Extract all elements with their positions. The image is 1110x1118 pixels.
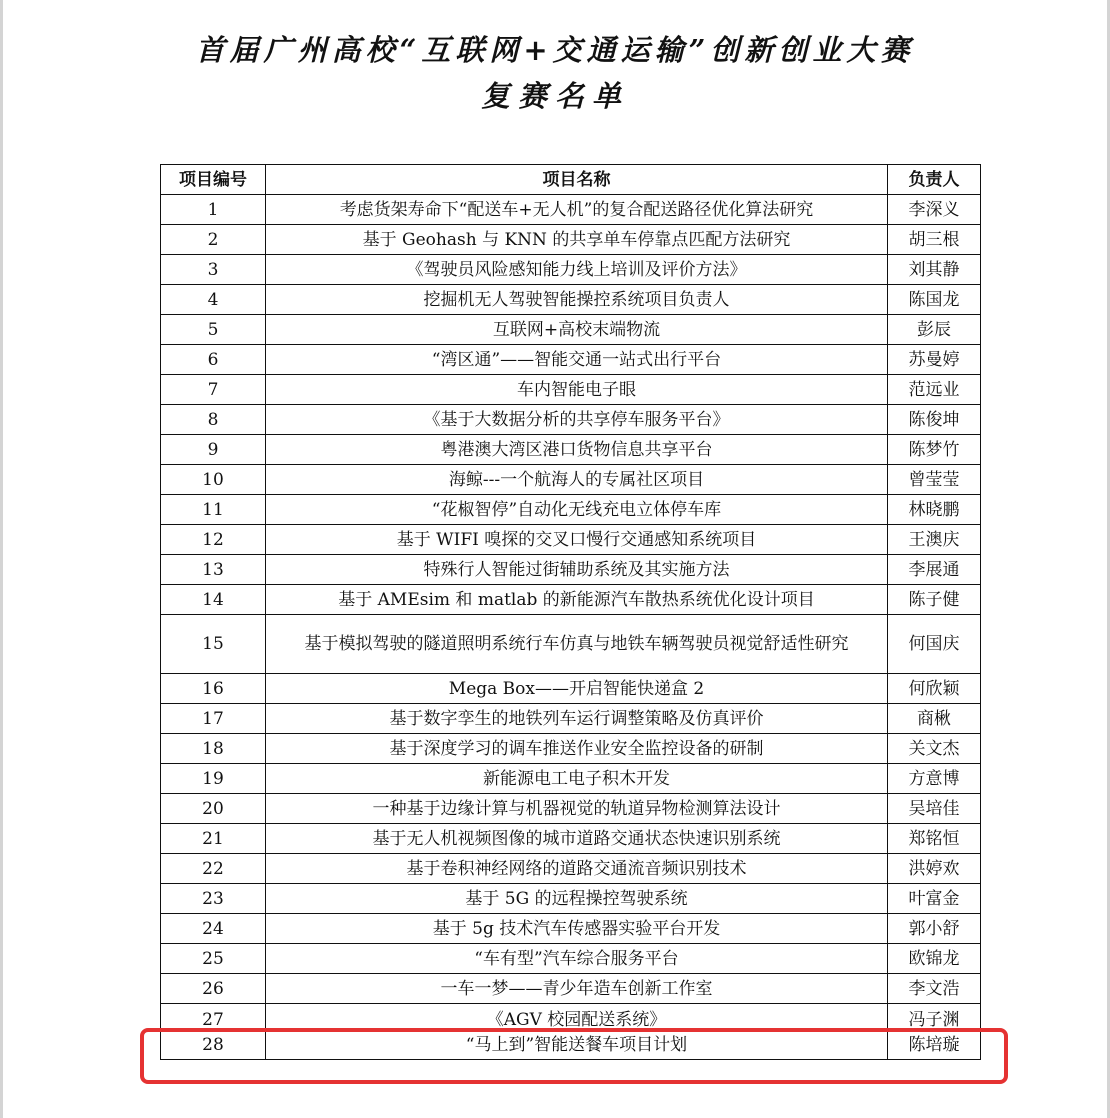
table-row	[161, 674, 981, 704]
project-owner: 胡三根	[888, 225, 981, 255]
project-id: 6	[161, 345, 266, 375]
project-id: 23	[161, 884, 266, 914]
project-id: 28	[161, 1030, 266, 1060]
project-id: 15	[161, 615, 266, 674]
project-owner: 关文杰	[888, 734, 981, 764]
table-header-row	[161, 165, 981, 195]
project-name: 《驾驶员风险感知能力线上培训及评价方法》	[266, 255, 888, 285]
project-name: 特殊行人智能过街辅助系统及其实施方法	[266, 555, 888, 585]
project-owner: 陈国龙	[888, 285, 981, 315]
project-id: 10	[161, 465, 266, 495]
table-row	[161, 824, 981, 854]
table-row	[161, 315, 981, 345]
project-name: 一种基于边缘计算与机器视觉的轨道异物检测算法设计	[266, 794, 888, 824]
project-id: 16	[161, 674, 266, 704]
project-owner: 李深义	[888, 195, 981, 225]
project-owner: 商楸	[888, 704, 981, 734]
table-row	[161, 914, 981, 944]
project-name: “车有型”汽车综合服务平台	[266, 944, 888, 974]
project-owner: 陈子健	[888, 585, 981, 615]
project-owner: 郑铭恒	[888, 824, 981, 854]
page-edge-left	[0, 0, 3, 1118]
project-id: 11	[161, 495, 266, 525]
project-id: 3	[161, 255, 266, 285]
table-row	[161, 944, 981, 974]
project-name: 互联网+高校末端物流	[266, 315, 888, 345]
project-owner: 陈俊坤	[888, 405, 981, 435]
project-name: “湾区通”——智能交通一站式出行平台	[266, 345, 888, 375]
project-owner: 郭小舒	[888, 914, 981, 944]
project-id: 25	[161, 944, 266, 974]
table-row	[161, 375, 981, 405]
project-owner: 苏曼婷	[888, 345, 981, 375]
table-row	[161, 495, 981, 525]
project-id: 27	[161, 1004, 266, 1030]
table-row	[161, 195, 981, 225]
project-owner: 冯子渊	[888, 1004, 981, 1030]
table-row	[161, 345, 981, 375]
header-owner: 负责人	[888, 165, 981, 195]
table-row	[161, 285, 981, 315]
project-owner: 范远业	[888, 375, 981, 405]
project-id: 2	[161, 225, 266, 255]
table-row	[161, 704, 981, 734]
project-owner: 曾莹莹	[888, 465, 981, 495]
project-owner: 欧锦龙	[888, 944, 981, 974]
project-name: 粤港澳大湾区港口货物信息共享平台	[266, 435, 888, 465]
project-id: 7	[161, 375, 266, 405]
project-id: 14	[161, 585, 266, 615]
table-row	[161, 974, 981, 1004]
table-row	[161, 405, 981, 435]
project-id: 21	[161, 824, 266, 854]
project-name: 《AGV 校园配送系统》	[266, 1004, 888, 1030]
project-name: 基于无人机视频图像的城市道路交通状态快速识别系统	[266, 824, 888, 854]
table-row	[161, 465, 981, 495]
project-owner: 叶富金	[888, 884, 981, 914]
project-owner: 林晓鹏	[888, 495, 981, 525]
table-row	[161, 225, 981, 255]
project-id: 4	[161, 285, 266, 315]
project-id: 9	[161, 435, 266, 465]
table-row	[161, 435, 981, 465]
table-row	[161, 615, 981, 674]
table-row	[161, 255, 981, 285]
project-name: 一车一梦——青少年造车创新工作室	[266, 974, 888, 1004]
project-name: 考虑货架寿命下“配送车+无人机”的复合配送路径优化算法研究	[266, 195, 888, 225]
table-row	[161, 555, 981, 585]
project-name: 基于 Geohash 与 KNN 的共享单车停靠点匹配方法研究	[266, 225, 888, 255]
project-table	[160, 164, 981, 1060]
project-owner: 王澳庆	[888, 525, 981, 555]
project-id: 22	[161, 854, 266, 884]
project-name: “花椒智停”自动化无线充电立体停车库	[266, 495, 888, 525]
project-owner: 方意博	[888, 764, 981, 794]
project-name: 基于 WIFI 嗅探的交叉口慢行交通感知系统项目	[266, 525, 888, 555]
project-id: 5	[161, 315, 266, 345]
document-subtitle: 复赛名单	[480, 79, 629, 113]
project-id: 18	[161, 734, 266, 764]
project-id: 12	[161, 525, 266, 555]
project-name: 新能源电工电子积木开发	[266, 764, 888, 794]
project-id: 19	[161, 764, 266, 794]
project-name: 基于数字孪生的地铁列车运行调整策略及仿真评价	[266, 704, 888, 734]
project-id: 24	[161, 914, 266, 944]
project-name: Mega Box——开启智能快递盒 2	[266, 674, 888, 704]
project-name: “马上到”智能送餐车项目计划	[266, 1030, 888, 1060]
project-name: 基于深度学习的调车推送作业安全监控设备的研制	[266, 734, 888, 764]
project-name: 《基于大数据分析的共享停车服务平台》	[266, 405, 888, 435]
project-id: 8	[161, 405, 266, 435]
table-row	[161, 734, 981, 764]
table-row-highlighted	[161, 1030, 981, 1060]
project-name: 基于卷积神经网络的道路交通流音频识别技术	[266, 854, 888, 884]
table-row	[161, 1004, 981, 1030]
project-id: 17	[161, 704, 266, 734]
table-row	[161, 585, 981, 615]
project-owner: 陈培璇	[888, 1030, 981, 1060]
document-title: 首届广州高校“互联网+交通运输”创新创业大赛	[195, 33, 915, 67]
project-owner: 李展通	[888, 555, 981, 585]
project-name: 基于模拟驾驶的隧道照明系统行车仿真与地铁车辆驾驶员视觉舒适性研究	[266, 615, 888, 674]
project-owner: 陈梦竹	[888, 435, 981, 465]
project-owner: 吴培佳	[888, 794, 981, 824]
table-row	[161, 794, 981, 824]
project-owner: 何欣颖	[888, 674, 981, 704]
table-row	[161, 854, 981, 884]
project-name: 车内智能电子眼	[266, 375, 888, 405]
project-owner: 刘其静	[888, 255, 981, 285]
table-row	[161, 764, 981, 794]
project-owner: 洪婷欢	[888, 854, 981, 884]
table-row	[161, 884, 981, 914]
project-owner: 何国庆	[888, 615, 981, 674]
project-name: 挖掘机无人驾驶智能操控系统项目负责人	[266, 285, 888, 315]
project-id: 13	[161, 555, 266, 585]
project-owner: 李文浩	[888, 974, 981, 1004]
project-name: 基于 AMEsim 和 matlab 的新能源汽车散热系统优化设计项目	[266, 585, 888, 615]
header-project-id: 项目编号	[161, 165, 266, 195]
project-owner: 彭辰	[888, 315, 981, 345]
project-id: 26	[161, 974, 266, 1004]
table-row	[161, 525, 981, 555]
project-id: 1	[161, 195, 266, 225]
project-name: 基于 5g 技术汽车传感器实验平台开发	[266, 914, 888, 944]
project-name: 基于 5G 的远程操控驾驶系统	[266, 884, 888, 914]
project-name: 海鲸---一个航海人的专属社区项目	[266, 465, 888, 495]
project-id: 20	[161, 794, 266, 824]
header-project-name: 项目名称	[266, 165, 888, 195]
